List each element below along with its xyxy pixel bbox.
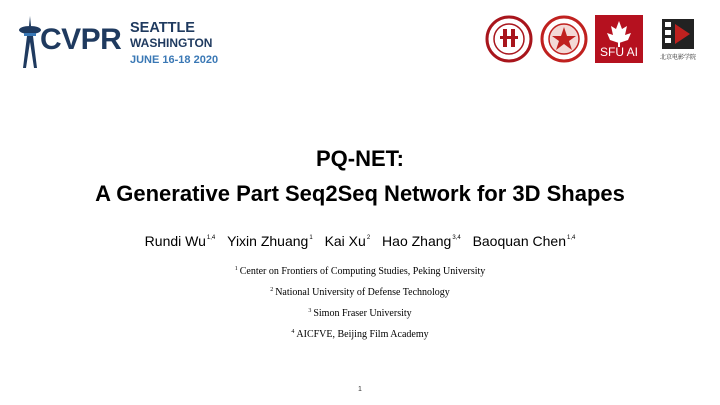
author-list: [0, 228, 720, 251]
author: [145, 228, 216, 251]
affiliation: [0, 325, 720, 346]
conference-state: WASHINGTON: [130, 36, 213, 50]
affiliation-number: 4: [291, 329, 295, 335]
affiliation-number: 3: [308, 308, 312, 314]
sponsor-logos: [485, 14, 706, 64]
conference-dates: JUNE 16-18 2020: [130, 54, 219, 66]
page-number: 1: [358, 386, 362, 393]
affiliation-number: 2: [270, 287, 274, 293]
peking-university-logo: [485, 15, 533, 63]
cvpr-wordmark: CVPR: [40, 23, 122, 56]
author-affiliation: 3,4: [452, 235, 461, 241]
author: [325, 228, 371, 251]
affiliation-number: 1: [234, 266, 238, 272]
paper-title-line2: A Generative Part Seq2Seq Network for 3D Shapes: [95, 181, 625, 206]
author-affiliation: 1,4: [566, 235, 576, 241]
author-affiliation: 1: [309, 235, 313, 241]
affiliation: [0, 283, 720, 304]
affiliation-text: Simon Fraser University: [313, 308, 412, 319]
author-name: Hao Zhang: [382, 233, 452, 249]
nudt-logo: [540, 15, 588, 63]
cvpr-logo: [18, 16, 228, 68]
affiliation: [0, 304, 720, 325]
space-needle-icon: [18, 16, 42, 68]
beijing-film-academy-logo: [650, 15, 706, 63]
paper-title-line1: PQ-NET:: [316, 146, 404, 171]
author-name: Yixin Zhuang: [227, 233, 309, 249]
author-name: Rundi Wu: [144, 233, 206, 249]
author: [473, 228, 576, 251]
author-name: Kai Xu: [324, 233, 366, 249]
author-affiliation: 2: [366, 235, 371, 241]
sfu-ai-logo: [595, 15, 643, 63]
affiliation-text: National University of Defense Technology: [275, 287, 450, 298]
affiliation: [0, 262, 720, 283]
author-name: Baoquan Chen: [472, 233, 566, 249]
affiliation-text: AICFVE, Beijing Film Academy: [296, 329, 429, 340]
conference-city: SEATTLE: [130, 20, 195, 36]
author: [227, 228, 313, 251]
sfu-ai-label: SFU AI: [599, 45, 638, 59]
affiliation-text: Center on Frontiers of Computing Studies, Peking University: [239, 266, 486, 277]
author: [382, 228, 461, 251]
author-affiliation: 1,4: [206, 235, 216, 241]
affiliation-list: [0, 262, 720, 346]
bfa-label: 北京电影学院: [659, 55, 696, 61]
